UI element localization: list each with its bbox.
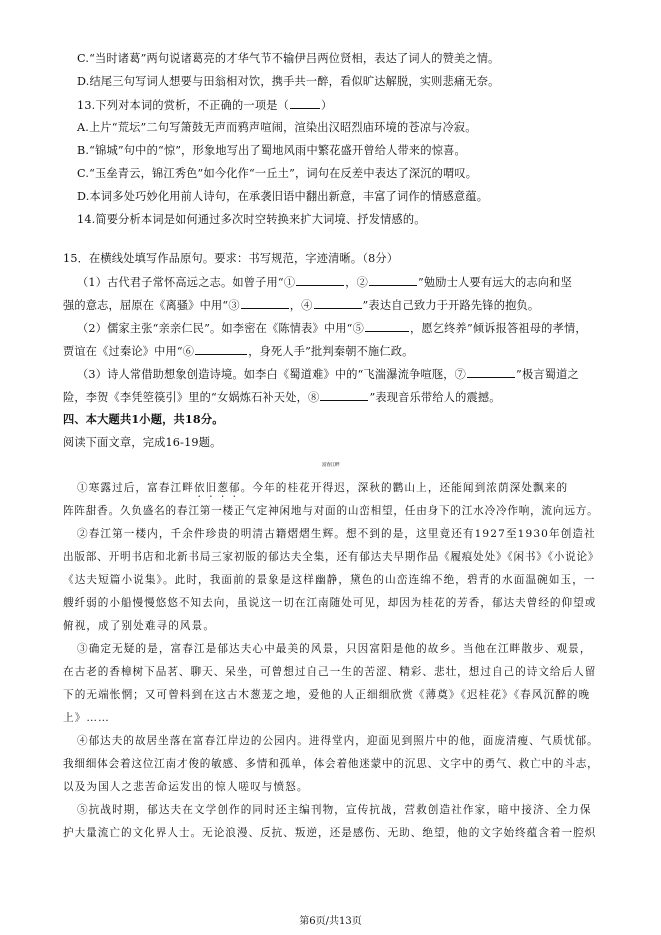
q15-p1-text-e: ，④ [289,299,313,312]
article-p1-line2: 阵阵甜香。久负盛名的春江第一楼正气定神闲地与对面的山峦相望，任由身下的江水冷冷作响，流向远方。 [63,505,599,517]
article-p4-line3: 以及为国人之悲苦命运发出的惊人嗟叹与愤怒。 [63,781,309,793]
q15-stem: 15．在横线处填写作品原句。要求：书写规范，字迹清晰。（8分） [63,252,399,265]
article-p2-line3: 《达夫短篇小说集》。此时，我面前的景象是这样幽静，黛色的山峦连绵不绝，碧青的水面温碗如玉，一 [63,574,596,586]
q15-part1-line2 [63,298,539,312]
article-p1-text-b: 。今年的桂花开得迟，深秋的鹳山上，还能闻到浓荫深处飘来的 [240,482,569,494]
blank-8[interactable] [320,390,368,401]
article-title: 富春江畔 [321,463,340,468]
article-p3-line4: 上》…… [63,712,110,724]
article-p5-line2: 护大量流亡的文化界人士。无论浪漫、反抗、叛逆，还是感伤、无助、绝望，他的文字始终蕴含着一腔炽 [63,827,597,839]
article-p5-line1: ⑤抗战时期，郁达夫在文学创作的同时还主编刊物，宣传抗战，营救创造社作家，暗中接济、全力保 [77,804,592,816]
q15-p2-text-c: 贾谊在《过秦论》中用“⑥ [63,345,195,358]
article-p2-line4: 艘纤弱的小船慢慢悠悠不知去向，虽说这一切在江南随处可见，却因为桂花的芳香，郁达夫曾经的仰望或 [63,597,597,609]
blank-5[interactable] [365,321,409,332]
article-p3-line2: 在古老的香樟树下品茗、聊天、呆坐，可曾想过自己一生的苦涩、精彩、悲壮，想过自己的诗文给后人留 [63,666,597,678]
q15-p1-text-b: ，② [345,276,368,289]
q13-option-d: D.本词多处巧妙化用前人诗句，在承袭旧语中翻出新意，丰富了词作的情感意蕴。 [77,190,489,203]
q15-p1-text-d: 强的意志，屈原在《离骚》中用“③ [63,299,240,312]
q15-p3-text-d: ”表现音乐带给人的震撼。 [369,391,501,404]
q13-stem-close: ） [320,99,333,112]
article-p3-line3: 下的无端怅惘；又可曾料到在这古木葱茏之地，爱他的人正细细欣赏《薄奠》《迟桂花》《春风沉醉的晚 [63,689,591,701]
q15-part2-line2 [63,344,414,358]
q13-option-c: C.“玉垒青云，锦江秀色”如今化作“一丘土”，词句在反差中表达了深沉的喟叹。 [77,167,478,180]
q12-option-c: C.“当时诸葛”两句说诸葛亮的才华气节不输伊吕两位贤相，表达了词人的赞美之情。 [77,52,500,65]
blank-2[interactable] [369,275,417,286]
q12-option-d: D.结尾三句写词人想要与田翁相对饮，携手共一醉，看似旷达解脱，实则悲痛无奈。 [77,75,500,88]
q15-p3-text-c: 险，李贺《李凭箜篌引》里的“女娲炼石补天处，⑧ [63,391,320,404]
section-heading: 四、本大题共1小题，共18分。 [63,412,224,426]
q15-p2-text-d: ，身死人手”批判秦朝不施仁政。 [248,345,414,358]
article-p3-line1: ③确定无疑的是，富春江是郁达夫心中最美的风景，只因富阳是他的故乡。当他在江畔散步、观景， [77,643,592,655]
article-p4-line1: ④郁达夫的故居坐落在富春江岸边的公园内。进得堂内，迎面见到照片中的他，面庞清瘦、气质忧郁。 [77,735,599,747]
q14-text: 14.简要分析本词是如何通过多次时空转换来扩大词境、抒发情感的。 [77,213,426,226]
blank-7[interactable] [467,367,515,378]
blank-4[interactable] [314,298,362,309]
blank-1[interactable] [296,275,344,286]
article-p4-line2: 我细细体会着这位江南才俊的敏感、多情和孤单，体会着他迷蒙中的沉思、文字中的勇气、救亡中的斗志， [63,758,599,770]
q15-p1-text-c: ”勉励士人要有远大的志向和坚 [418,276,572,289]
q13-option-b: B.“锦城”句中的“惊”，形象地写出了蜀地风雨中繁花盛开曾给人带来的惊喜。 [77,144,466,157]
q13-stem [77,98,332,112]
q13-stem-text: 13.下列对本词的赏析，不正确的一项是（ [77,99,289,112]
page-number: 第6页/共13页 [299,916,362,927]
q15-p2-text-b: ，愿乞终养”倾诉报答祖母的孝情， [410,322,587,335]
q13-option-a: A.上片“荒坛”二句写箫鼓无声而鸦声喧闹，渲染出汉昭烈庙环境的苍凉与冷寂。 [77,121,477,134]
q15-part3-line1 [77,367,579,381]
article-p1-text-a: ①寒露过后，富春江畔 [77,482,194,494]
blank-3[interactable] [241,298,289,309]
article-p1-line1 [77,482,568,500]
q13-answer-blank[interactable] [290,98,320,109]
q15-part3-line2 [63,390,501,404]
emphasized-phrase: 依旧葱郁 [193,482,241,494]
article-p2-line1: ②春江第一楼内，千余件珍贵的明清古籍熠熠生辉。想不到的是，这里竟还有1927至1930年创造社 [77,528,596,540]
q15-p1-text-a: （1）古代君子常怀高远之志。如曾子用“① [77,276,296,289]
q15-p3-text-b: ”极言蜀道之 [516,368,579,381]
blank-6[interactable] [195,344,247,355]
q15-p2-text-a: （2）儒家主张“亲亲仁民”。如李密在《陈情表》中用“⑤ [77,322,364,335]
q15-part1-line1 [77,275,572,289]
q15-part2-line1 [77,321,587,335]
q15-p3-text-a: （3）诗人常借助想象创造诗境。如李白《蜀道难》中的“飞湍瀑流争喧豗，⑦ [77,368,467,381]
reading-instruction: 阅读下面文章，完成16-19题。 [63,436,222,449]
q15-p1-text-f: ”表达自己致力于开路先锋的抱负。 [362,299,540,312]
article-p2-line2: 出版部、开明书店和北新书局三家初版的郁达夫全集，还有郁达夫早期作品《履痕处处》《闲书》《小说论》 [63,551,600,563]
article-p2-line5: 俯视，成了别处难寻的风景。 [63,620,216,632]
